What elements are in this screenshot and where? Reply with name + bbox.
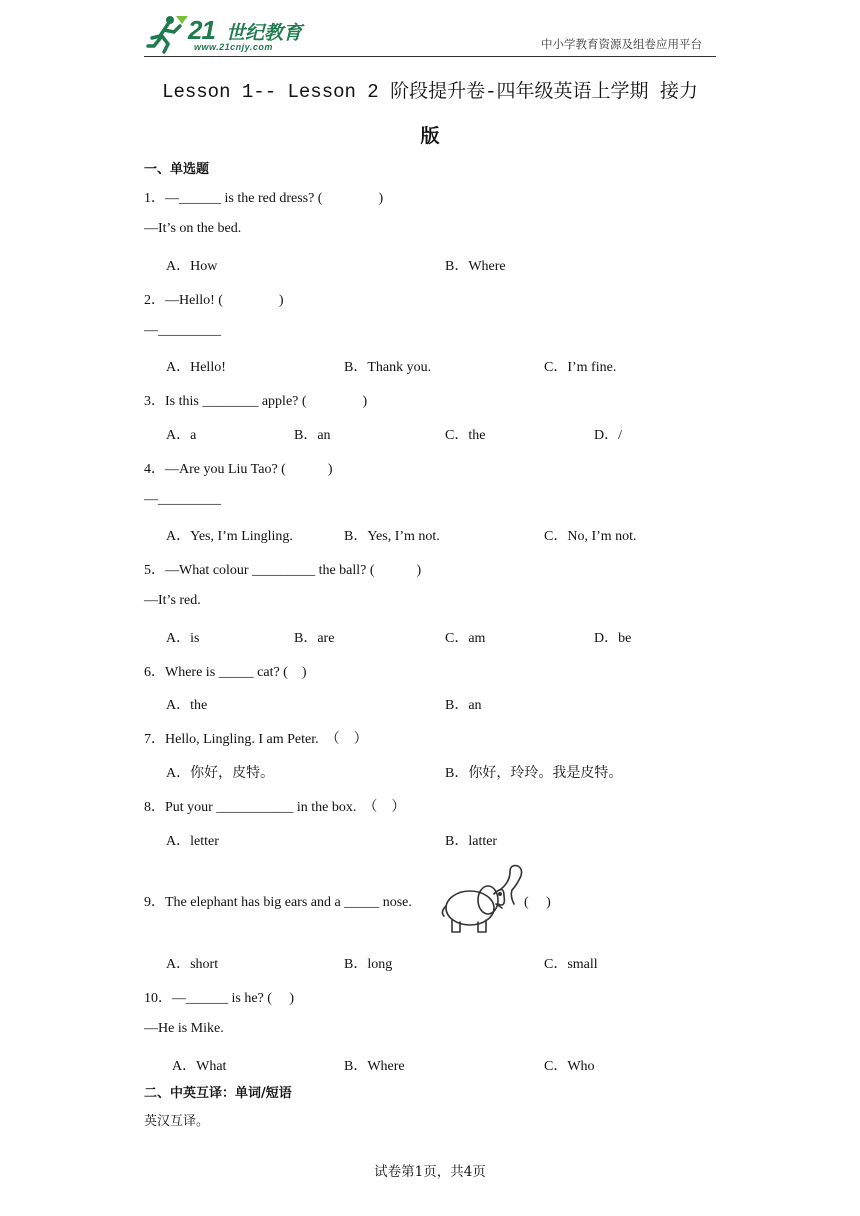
logo-url: www.21cnjy.com bbox=[194, 42, 273, 52]
question-1-option-a[interactable]: A．How bbox=[166, 259, 218, 274]
question-10-option-a[interactable]: A．What bbox=[172, 1059, 227, 1074]
question-2-option-c[interactable]: C．I’m fine. bbox=[544, 360, 617, 375]
question-5-option-a[interactable]: A．is bbox=[166, 631, 200, 646]
question-1-answer-line: —It’s on the bed. bbox=[144, 221, 242, 236]
question-5-option-c[interactable]: C．am bbox=[445, 631, 486, 646]
question-10-option-c[interactable]: C．Who bbox=[544, 1059, 595, 1074]
page-header bbox=[144, 12, 716, 57]
question-7-option-a[interactable]: A．你好，皮特。 bbox=[166, 766, 275, 781]
question-1-option-b[interactable]: B．Where bbox=[445, 259, 506, 274]
section-heading-2: 二、中英互译：单词/短语 bbox=[144, 1086, 292, 1101]
question-8-option-a[interactable]: A．letter bbox=[166, 834, 219, 849]
question-4-stem: 4．—Are you Liu Tao? ( ) bbox=[144, 462, 333, 477]
question-5-stem: 5．—What colour _________ the ball? ( ) bbox=[144, 563, 422, 578]
question-6-option-b[interactable]: B．an bbox=[445, 698, 482, 713]
section-2-instruction: 英汉互译。 bbox=[144, 1114, 210, 1129]
question-9-option-b[interactable]: B．long bbox=[344, 957, 393, 972]
elephant-image bbox=[440, 860, 526, 938]
question-5-answer-line: —It’s red. bbox=[144, 593, 201, 608]
question-8-option-b[interactable]: B．latter bbox=[445, 834, 498, 849]
question-6-stem: 6．Where is _____ cat? ( ) bbox=[144, 665, 307, 680]
question-2-stem: 2．—Hello! ( ) bbox=[144, 293, 284, 308]
runner-icon bbox=[146, 14, 190, 54]
question-9-stem: 9．The elephant has big ears and a _____ nose. bbox=[144, 895, 412, 910]
question-10-stem: 10．—______ is he? ( ) bbox=[144, 991, 295, 1006]
question-2-option-b[interactable]: B．Thank you. bbox=[344, 360, 432, 375]
page-footer: 试卷第1页，共4页 bbox=[374, 1164, 486, 1180]
question-2-option-a[interactable]: A．Hello! bbox=[166, 360, 226, 375]
question-7-option-b[interactable]: B．你好，玲玲。我是皮特。 bbox=[445, 766, 623, 781]
question-9-option-a[interactable]: A．short bbox=[166, 957, 219, 972]
logo-number: 21 bbox=[188, 15, 215, 45]
logo bbox=[144, 12, 334, 56]
question-2-answer-line: —_________ bbox=[144, 323, 221, 338]
question-1-stem: 1．—______ is the red dress? ( ) bbox=[144, 191, 384, 206]
question-3-stem: 3．Is this ________ apple? ( ) bbox=[144, 394, 368, 409]
question-4-option-c[interactable]: C．No, I’m not. bbox=[544, 529, 637, 544]
question-6-option-a[interactable]: A．the bbox=[166, 698, 208, 713]
question-5-option-d[interactable]: D．be bbox=[594, 631, 632, 646]
question-10-answer-line: —He is Mike. bbox=[144, 1021, 224, 1036]
question-10-option-b[interactable]: B．Where bbox=[344, 1059, 405, 1074]
header-platform-text: 中小学教育资源及组卷应用平台 bbox=[541, 37, 702, 51]
question-9-option-c[interactable]: C．small bbox=[544, 957, 598, 972]
logo-text: 世纪教育 bbox=[226, 22, 303, 44]
question-4-option-a[interactable]: A．Yes, I’m Lingling. bbox=[166, 529, 293, 544]
question-3-option-b[interactable]: B．an bbox=[294, 428, 331, 443]
question-4-answer-line: —_________ bbox=[144, 492, 221, 507]
page-title-continued: 版 bbox=[420, 125, 440, 147]
section-heading-1: 一、单选题 bbox=[144, 162, 210, 177]
question-8-stem: 8．Put your ___________ in the box. （ ） bbox=[144, 800, 406, 815]
question-7-stem: 7．Hello, Lingling. I am Peter. （ ） bbox=[144, 732, 368, 747]
question-9-paren: ( ) bbox=[524, 895, 551, 910]
question-4-option-b[interactable]: B．Yes, I’m not. bbox=[344, 529, 440, 544]
page-title: Lesson 1-- Lesson 2 阶段提升卷-四年级英语上学期 接力 bbox=[162, 81, 698, 103]
question-3-option-c[interactable]: C．the bbox=[445, 428, 486, 443]
question-3-option-d[interactable]: D．/ bbox=[594, 428, 622, 443]
question-3-option-a[interactable]: A．a bbox=[166, 428, 197, 443]
question-5-option-b[interactable]: B．are bbox=[294, 631, 335, 646]
